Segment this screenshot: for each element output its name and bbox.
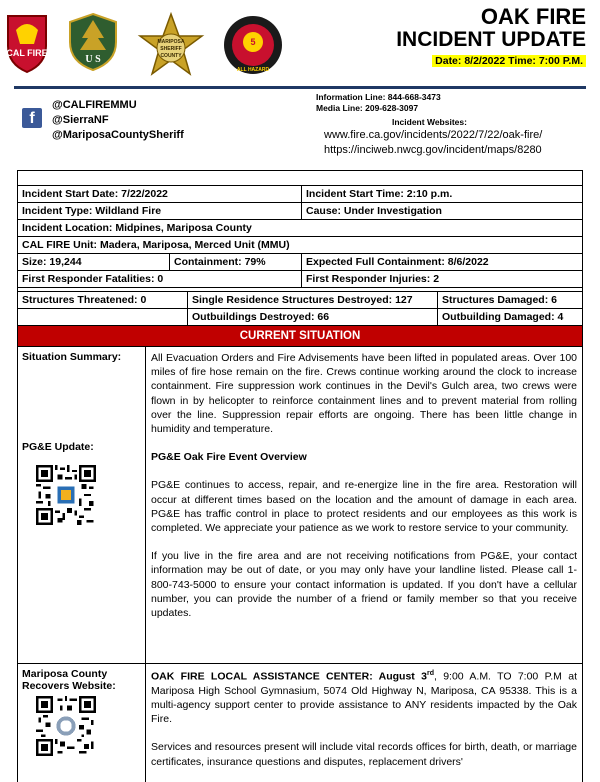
contact-lines xyxy=(316,92,441,114)
table-row xyxy=(18,186,583,203)
document-title-block xyxy=(396,6,586,69)
lac-date: August 3 xyxy=(372,670,427,683)
containment-cell: Containment: 79% xyxy=(170,254,302,270)
fatalities-cell: First Responder Fatalities: 0 xyxy=(18,271,302,287)
usfs-logo xyxy=(66,12,120,72)
social-handle[interactable]: @MariposaCountySheriff xyxy=(52,129,184,141)
incident-websites-label: Incident Websites: xyxy=(392,117,467,127)
pge-paragraph: If you live in the fire area and are not receiving notifications from PG&E, your contact information may be out of date, or you may only have your landline listed. Please call 1-800-743-5000 to ensure your contact information is updated. If you don't have a cellular number, you can provide the number of a friend or family member so that you receive updates. xyxy=(151,550,577,620)
facebook-icon: f xyxy=(22,108,42,128)
sheriff-star-logo xyxy=(136,12,206,82)
social-handle[interactable]: @CALFIREMMU xyxy=(52,99,137,111)
lac-heading: OAK FIRE LOCAL ASSISTANCE CENTER: xyxy=(151,670,373,683)
incident-url[interactable]: https://inciweb.nwcg.gov/incident/maps/8280 xyxy=(324,144,542,156)
agency-logos xyxy=(4,12,304,84)
start-date-cell: Incident Start Date: 7/22/2022 xyxy=(18,186,302,202)
recovers-row xyxy=(18,664,583,782)
structures-damaged-cell: Structures Damaged: 6 xyxy=(438,292,583,308)
sheriff-logo-county: COUNTY xyxy=(160,53,182,59)
sheriff-logo-sub: SHERIFF xyxy=(160,46,182,52)
calfire-logo xyxy=(4,12,50,74)
calfire-logo-text: CAL FIRE xyxy=(6,48,48,58)
header-divider xyxy=(14,86,586,89)
media-line: Media Line: 209-628-3097 xyxy=(316,103,419,113)
table-row xyxy=(18,254,583,271)
incident-url[interactable]: www.fire.ca.gov/incidents/2022/7/22/oak-fire/ xyxy=(324,129,543,141)
lac-details: , 9:00 A.M. TO 7:00 P.M at Mariposa High School Gymnasium, 5074 Old Highway N, Mariposa, CA 95338. This is a multi-agency support center to provide assistance to ANY residents impacted by the Oak Fire. xyxy=(151,670,577,726)
mariposa-recovers-label: Mariposa County Recovers Website: xyxy=(22,668,116,692)
information-line: Information Line: 844-668-3473 xyxy=(316,92,441,102)
title-line-1: OAK FIRE xyxy=(480,4,586,29)
lac-services-paragraph: Services and resources present will include vital records offices for birth, death, or marriage certificates, insurance questions and disputes, replacement drivers' xyxy=(151,741,577,768)
incident-type-cell: Incident Type: Wildland Fire xyxy=(18,203,302,219)
cause-cell: Cause: Under Investigation xyxy=(302,203,583,219)
table-row xyxy=(18,271,583,288)
calfire-unit-cell: CAL FIRE Unit: Madera, Mariposa, Merced Unit (MMU) xyxy=(18,237,583,253)
title-line-2: INCIDENT UPDATE xyxy=(396,28,586,51)
start-time-cell: Incident Start Time: 2:10 p.m. xyxy=(302,186,583,202)
table-row xyxy=(18,171,583,186)
svg-text:5: 5 xyxy=(250,37,256,47)
usfs-logo-text: U S xyxy=(85,54,101,65)
residence-destroyed-cell: Single Residence Structures Destroyed: 127 xyxy=(188,292,438,308)
outbuilding-damaged-cell: Outbuilding Damaged: 4 xyxy=(438,309,583,325)
lac-paragraph xyxy=(151,667,577,726)
incident-urls xyxy=(324,128,542,158)
sheriff-logo-text: MARIPOSA xyxy=(157,39,185,45)
imt-logo xyxy=(222,14,284,76)
table-row xyxy=(18,309,583,326)
imt-logo-text: ALL HAZARD xyxy=(236,67,270,73)
incident-location-cell: Incident Location: Midpines, Mariposa County xyxy=(18,220,583,236)
recovers-qr-code[interactable] xyxy=(36,696,96,756)
social-handle[interactable]: @SierraNF xyxy=(52,114,109,126)
table-row xyxy=(18,220,583,237)
size-cell: Size: 19,244 xyxy=(18,254,170,270)
pge-qr-code[interactable] xyxy=(36,465,96,525)
situation-summary-label: Situation Summary: xyxy=(22,351,122,363)
structures-threatened-cell: Structures Threatened: 0 xyxy=(18,292,188,308)
current-situation-header: CURRENT SITUATION xyxy=(18,326,583,346)
outbuildings-destroyed-cell: Outbuildings Destroyed: 66 xyxy=(188,309,438,325)
injuries-cell: First Responder Injuries: 2 xyxy=(302,271,583,287)
table-row xyxy=(18,326,583,347)
pge-paragraph: PG&E continues to access, repair, and re-energize line in the fire area. Restoration will occur at different times based on the location and the amount of damage in each area. PG&E has traffic control in place to protect residents and our employees as this work is completed. We appreciate your patience as we work to restore service to your community. xyxy=(151,479,577,535)
pge-heading: PG&E Oak Fire Event Overview xyxy=(151,451,307,464)
table-row xyxy=(18,203,583,220)
lac-date-suffix: rd xyxy=(426,670,434,677)
full-containment-cell: Expected Full Containment: 8/6/2022 xyxy=(302,254,583,270)
incident-table xyxy=(17,170,583,782)
table-row xyxy=(18,237,583,254)
situation-summary-text: All Evacuation Orders and Fire Advisements have been lifted in populated areas. Over 100 miles of fire hose remain on the fire. Crews continue working around the clock to increase containment. Fire suppression work continues in the Devil's Gulch area, two crews were flown in by helicopter to reinforce containment lines and to prevent material from rolling over the line. Suppression repair efforts are ongoing. There has been little change in humidity and temperature. xyxy=(151,352,577,436)
pge-update-label: PG&E Update: xyxy=(22,441,94,453)
situation-row xyxy=(18,347,583,664)
date-time-line: Date: 8/2/2022 Time: 7:00 P.M. xyxy=(432,55,586,67)
table-row xyxy=(18,292,583,309)
social-handles xyxy=(52,98,184,143)
